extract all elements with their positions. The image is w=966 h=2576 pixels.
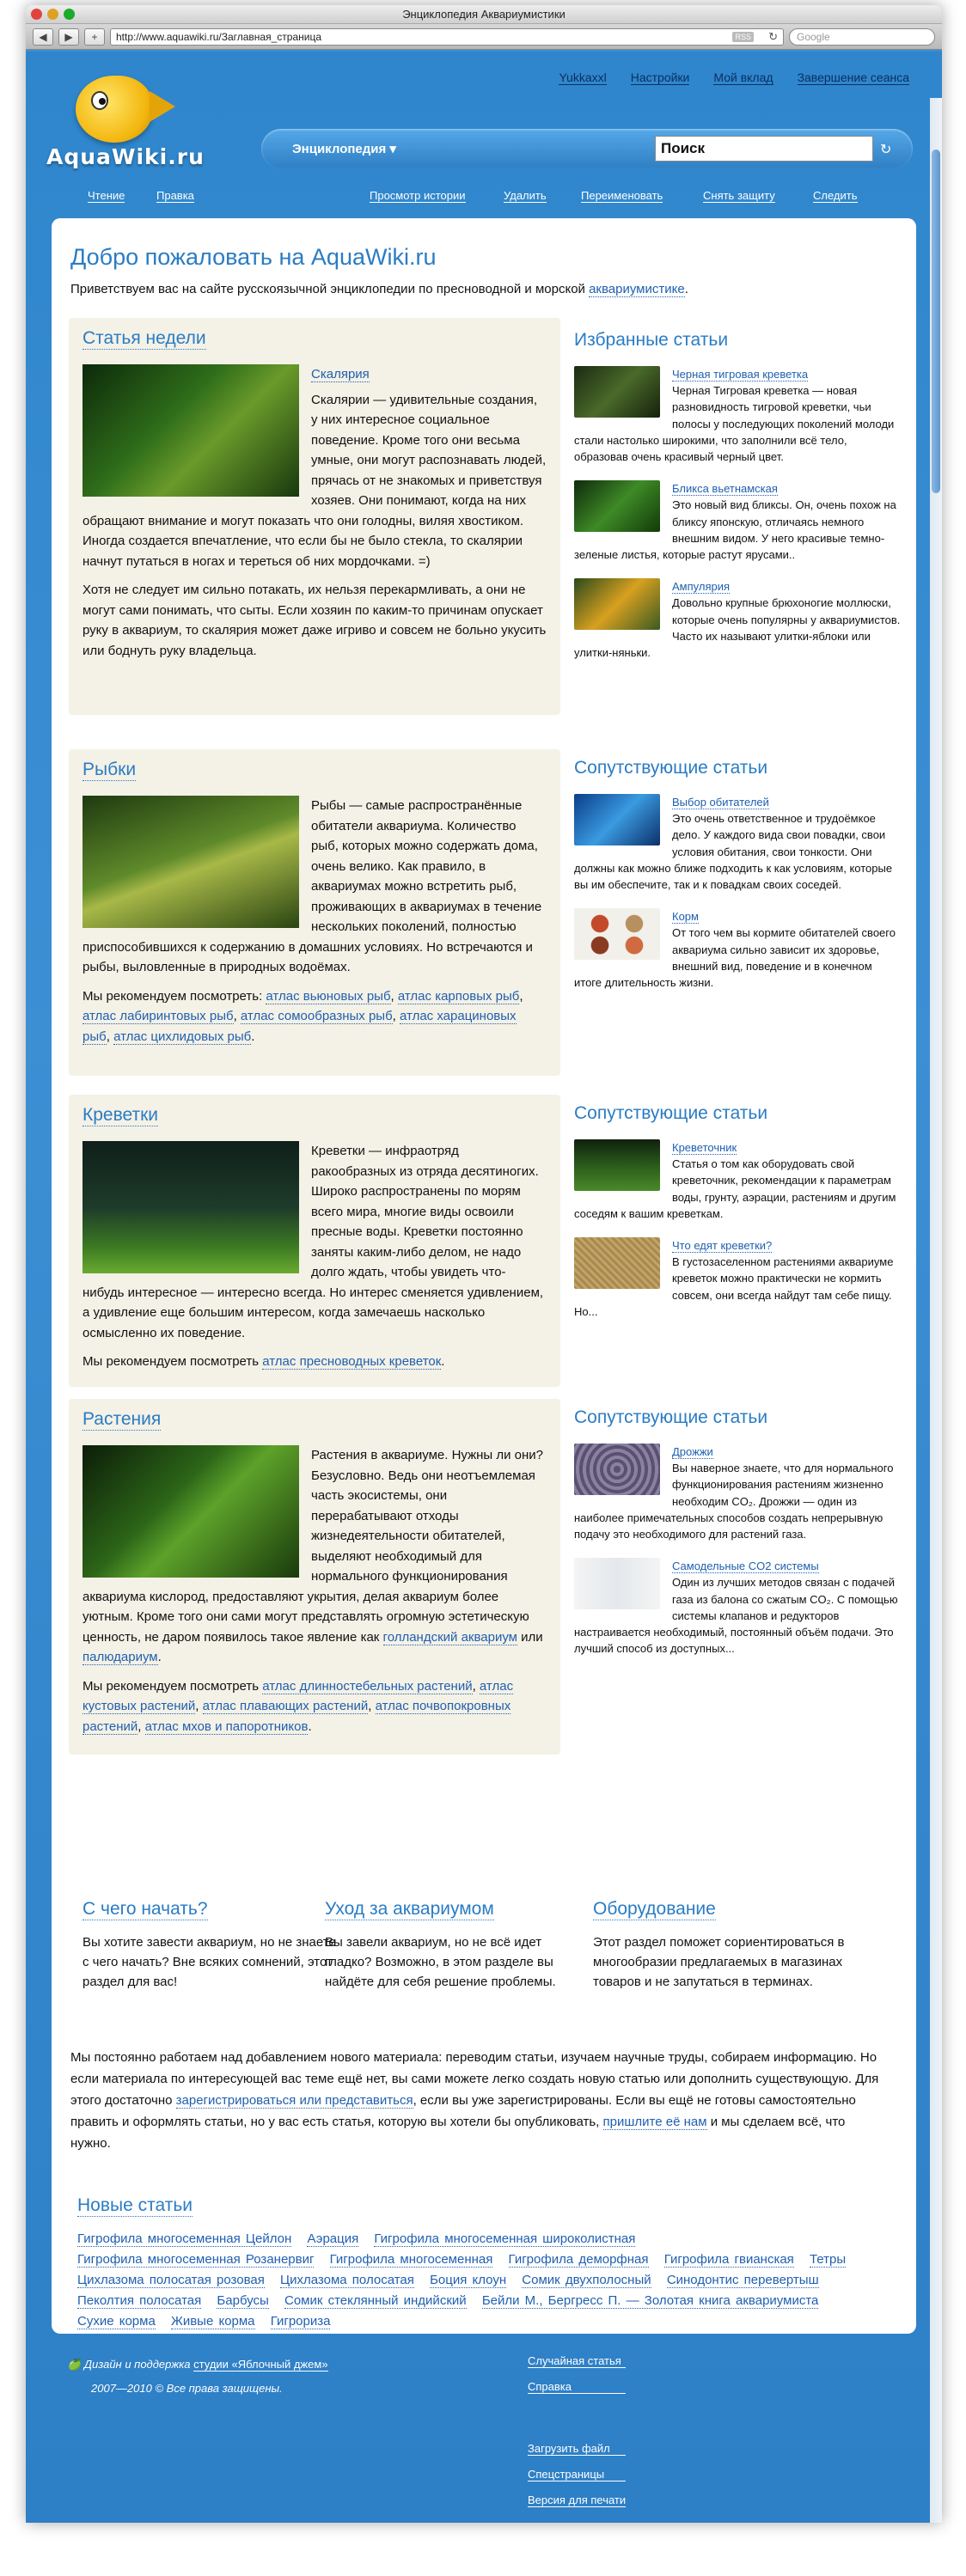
news-article-link[interactable]: Аэрация xyxy=(307,2231,359,2246)
action-unprotect[interactable]: Снять защиту xyxy=(703,189,775,202)
rss-badge[interactable]: RSS xyxy=(732,32,754,42)
search-bar xyxy=(261,129,913,168)
minimize-window-icon[interactable] xyxy=(47,9,58,20)
contribute-text: Мы постоянно работаем над добавлением нового материала: переводим статьи, изучаем научные труды, собираем информацию. Но если материала по интересующей вас теме ещё нет, вы сами можете легко создать новую статью или дополнить существующую. Для этого достаточно зарегистрироваться или представиться, если вы уже зарегистрированы. Если вы ещё не готовы самостоятельно править и оформлять статьи, но у вас есть статья, которую вы хотели бы опубликовать, пришлите её нам и мы сделаем всё, что нужно. xyxy=(70,2050,879,2151)
care-section: Уход за аквариумом Вы завели аквариум, но не всё идет гладко? Возможно, в этом разделе вы найдёте для себя решение проблемы. xyxy=(325,1899,556,1989)
item-link[interactable]: Дрожжи xyxy=(672,1445,713,1458)
atlas-link[interactable]: атлас длинностебельных растений xyxy=(262,1678,473,1694)
dutch-aquarium-link[interactable]: голландский аквариум xyxy=(382,1629,517,1645)
reload-icon[interactable]: ↻ xyxy=(768,29,778,43)
shrimp-block xyxy=(69,1095,560,1387)
add-bookmark-icon[interactable]: + xyxy=(84,28,105,46)
item-link[interactable]: Бликса вьетнамская xyxy=(672,482,778,496)
news-article-link[interactable]: Живые корма xyxy=(170,2314,255,2329)
news-article-link[interactable]: Цихлазома полосатая розовая xyxy=(77,2273,265,2287)
news-article-link[interactable]: Гигрофила многосеменная широколистная xyxy=(374,2231,636,2246)
atlas-link[interactable]: атлас вьюновых рыб xyxy=(266,988,391,1004)
news-article-link[interactable]: Сухие корма xyxy=(77,2314,156,2329)
atlas-link[interactable]: атлас цихлидовых рыб xyxy=(113,1029,252,1044)
intro-text: Приветствуем вас на сайте русскоязычной энциклопедии по пресноводной и морской аквариумистике. xyxy=(70,282,688,296)
article-of-week-block xyxy=(69,318,560,715)
list-item: Бликса вьетнамская Это новый вид бликсы. Он, очень похож на бликсу японскую, отличаясь немного внешним видом. У него красивые темно-зеленые листья, которые растут ярусами.. xyxy=(574,482,896,562)
action-delete[interactable]: Удалить xyxy=(504,189,547,202)
section-link[interactable]: Уход за аквариумом xyxy=(325,1899,494,1919)
browser-toolbar xyxy=(26,24,942,50)
site-search-input[interactable]: Поиск xyxy=(655,136,873,162)
footer-credits: 🍏 Дизайн и поддержка студии «Яблочный джем» xyxy=(67,2358,328,2371)
block-title[interactable]: Статья недели xyxy=(83,328,206,348)
shrimp-image[interactable] xyxy=(83,1141,299,1273)
news-article-link[interactable]: Гигрофила многосеменная Розанервиг xyxy=(77,2252,315,2267)
item-link[interactable]: Выбор обитателей xyxy=(672,796,769,809)
user-link-contributions[interactable]: Мой вклад xyxy=(713,70,773,84)
news-article-link[interactable]: Гигрориза xyxy=(270,2314,331,2329)
help-link[interactable]: Справка xyxy=(528,2380,626,2394)
atlas-link[interactable]: атлас мхов и папоротников xyxy=(144,1718,309,1734)
atlas-link[interactable]: атлас лабиринтовых рыб xyxy=(83,1009,234,1023)
news-article-link[interactable]: Цихлазома полосатая xyxy=(280,2273,414,2287)
news-title: Новые статьи xyxy=(77,2195,193,2215)
back-arrow-icon[interactable]: ◀ xyxy=(33,28,53,46)
item-link[interactable]: Корм xyxy=(672,910,699,924)
news-article-link[interactable]: Тетры xyxy=(809,2252,847,2267)
footer xyxy=(26,2346,942,2518)
new-articles xyxy=(77,2194,890,2332)
atlas-link[interactable]: атлас кустовых растений xyxy=(83,1678,514,1713)
item-link[interactable]: Самодельные CO2 системы xyxy=(672,1560,819,1573)
section-link[interactable]: С чего начать? xyxy=(83,1899,208,1919)
studio-link[interactable]: студии «Яблочный джем» xyxy=(193,2358,328,2371)
block-text: Растения в аквариуме. Нужны ли они? Безусловно. Ведь они неотъемлемая часть экосистемы, они перерабатывают отходы жизнедеятельности обитателей, выделяют необходимый для нормального функционирования аквариума кислород, предоставляют укрытия, делая аквариум более уютным. Кроме того они сами могут представлять огромную эстетическую ценность, не даром появилось такое явление как голландский аквариум или палюдариум. Мы рекомендуем посмотреть атлас длинностебельных растений, атлас кустовых растений, атлас плавающих растений, атлас почвопокровных растений, атлас мхов и папоротников. xyxy=(83,1445,547,1745)
forward-arrow-icon[interactable]: ▶ xyxy=(58,28,79,46)
print-version-link[interactable]: Версия для печати xyxy=(528,2494,627,2506)
main-content xyxy=(52,218,916,2334)
page-title: Добро пожаловать на AquaWiki.ru xyxy=(70,244,437,270)
tab-edit[interactable]: Правка xyxy=(156,189,194,202)
item-thumb[interactable] xyxy=(574,1237,660,1289)
list-item: Дрожжи Вы наверное знаете, что для нормального функционирования растениям жизненно необходим CO₂. Дрожжи — один из наиболее примечательных способов создать непрерывную подачу это необходимого для растений газа. xyxy=(574,1445,894,1541)
news-article-link[interactable]: Синодонтис перевертыш xyxy=(666,2273,819,2287)
item-thumb[interactable] xyxy=(574,1444,660,1495)
item-thumb[interactable] xyxy=(574,578,660,630)
news-article-link[interactable]: Гигрофила многосеменная Цейлон xyxy=(77,2231,292,2246)
zoom-window-icon[interactable] xyxy=(64,9,75,20)
atlas-link[interactable]: атлас харациновых рыб xyxy=(83,1009,517,1044)
side-title: Сопутствующие статьи xyxy=(574,1103,768,1123)
news-article-link[interactable]: Гигрофила гвианская xyxy=(663,2252,794,2267)
featured-articles xyxy=(574,330,901,676)
news-article-link[interactable]: Бейли М., Бергресс П. — Золотая книга аквариумиста xyxy=(481,2293,819,2308)
related-articles-shrimp xyxy=(574,1103,901,1335)
news-article-link[interactable]: Боция клоун xyxy=(430,2273,507,2287)
item-thumb[interactable] xyxy=(574,1558,660,1609)
news-article-link[interactable]: Сомик стеклянный индийский xyxy=(284,2293,467,2308)
apple-icon: 🍏 xyxy=(67,2358,82,2371)
related-articles-fish xyxy=(574,758,901,1006)
atlas-link[interactable]: атлас плавающих растений xyxy=(202,1699,369,1713)
atlas-link[interactable]: атлас сомообразных рыб xyxy=(240,1009,393,1023)
news-article-link[interactable]: Пеколтия полосатая xyxy=(77,2293,202,2308)
window-controls xyxy=(31,9,75,20)
news-article-link[interactable]: Гигрофила многосеменная xyxy=(329,2252,493,2267)
close-window-icon[interactable] xyxy=(31,9,42,20)
action-watch[interactable]: Следить xyxy=(813,189,858,202)
news-article-link[interactable]: Барбусы xyxy=(217,2293,269,2308)
register-link[interactable]: зарегистрироваться или представиться xyxy=(175,2093,413,2108)
item-link[interactable]: Ампулярия xyxy=(672,580,731,594)
fish-block xyxy=(69,749,560,1076)
item-link[interactable]: Креветочник xyxy=(672,1141,737,1154)
list-item: Черная тигровая креветка Черная Тигровая креветка — новая разновидность тигровой креветки, чьи полосы у последующих поколений молоди стали настолько широкими, что заполнили всё тело, образовав очень красивый черный цвет. xyxy=(574,368,895,464)
block-title[interactable]: Растения xyxy=(83,1409,162,1429)
user-links xyxy=(559,70,909,85)
list-item: Корм От того чем вы кормите обитателей своего аквариума сильно зависит их здоровье, внешний вид, поведение и в конечном итоге длительность жизни. xyxy=(574,910,896,990)
paludarium-link[interactable]: палюдариум xyxy=(83,1650,158,1664)
user-link-settings[interactable]: Настройки xyxy=(630,70,690,84)
scrollbar[interactable] xyxy=(930,98,942,2523)
list-item: Выбор обитателей Это очень ответственное и трудоёмкое дело. У каждого вида свои повадки, свои условия обитания, свои тонкости. Они должны как можно ближе подходить к как условиям, которые вы им обеспечите, так и к повадкам своих соседей. xyxy=(574,796,893,892)
start-section: С чего начать? Вы хотите завести аквариум, но не знаете с чего начать? Вне всяких сомнений, этот раздел для вас! xyxy=(83,1899,336,1989)
related-articles-plants xyxy=(574,1407,901,1672)
atlas-link[interactable]: атлас почвопокровных растений xyxy=(83,1699,511,1734)
block-title[interactable]: Креветки xyxy=(83,1105,159,1125)
action-rename[interactable]: Переименовать xyxy=(581,189,663,202)
list-item: Ампулярия Довольно крупные брюхоногие моллюски, которые очень популярны у аквариумистов. Часто их называют улитки-яблоки или улитки-няньки. xyxy=(574,580,901,660)
angelfish-image[interactable] xyxy=(83,364,299,497)
list-item: Самодельные CO2 системы Один из лучших методов связан с подачей газа из балона со сжатым CO₂. С помощью системы клапанов и редукторов настраивается необходимый, постоянный объём подачи. Это лучший способ из доступных... xyxy=(574,1560,898,1656)
special-pages-link[interactable]: Спецстраницы xyxy=(528,2468,626,2481)
atlas-link[interactable]: атлас пресноводных креветок xyxy=(262,1354,442,1369)
footer-links xyxy=(528,2354,626,2507)
side-title: Сопутствующие статьи xyxy=(574,1407,768,1427)
item-thumb[interactable] xyxy=(574,366,660,418)
site-page xyxy=(26,52,942,2523)
copyright: 2007—2010 © Все права защищены. xyxy=(91,2382,283,2395)
block-title[interactable]: Рыбки xyxy=(83,760,137,779)
browser-search-input[interactable]: Google xyxy=(789,28,935,46)
plant-image[interactable] xyxy=(83,1445,299,1578)
plants-block xyxy=(69,1399,560,1755)
encyclopedia-dropdown[interactable]: Энциклопедия ▾ xyxy=(292,142,396,156)
page-actions xyxy=(26,180,942,210)
news-links xyxy=(77,2229,890,2332)
item-thumb[interactable] xyxy=(574,1139,660,1191)
block-text: Скалярия Скалярии — удивительные создания, у них интересное социальное поведение. Кроме того они весьма умные, они могут распознавать людей, прячась от не знакомых и приветствуя хозяев. Они понимают, когда на них обращают внимание и могут показать что они голодны, виляя хвостиком. Иногда создается впечатление, что если бы не было стекла, то скалярии начнут путаться в ногах и тереться об них мордочками. =) Хотя не следует им сильно потакать, их нельзя перекармливать, а они не могут сами понимать, что сыты. Если хозяин по каким-то причинам опускает руку в аквариум, то скалярия может даже игриво и совсем не больно укусить или боднуть руку владельца. xyxy=(83,364,547,669)
logo-text: AquaWiki.ru xyxy=(46,144,205,169)
random-article-link[interactable]: Случайная статья xyxy=(528,2354,626,2368)
barbs-image[interactable] xyxy=(83,796,299,928)
window-titlebar xyxy=(26,5,942,24)
item-link[interactable]: Черная тигровая креветка xyxy=(672,368,809,381)
fish-logo-icon xyxy=(76,76,153,143)
scrollbar-thumb[interactable] xyxy=(932,150,940,493)
block-text: Креветки — инфраотряд ракообразных из отряда десятиногих. Широко распространены по морям всего мира, многие виды освоили пресные воды. Креветки постоянно заняты каким-либо делом, не надо долго ждать, чтобы увидеть что-нибудь интересное — интересно всегда. Но интерес сменяется удивлением, а удивление еще большим интересом, когда замечаешь насколько осмысленно их поведение. Мы рекомендуем посмотреть атлас пресноводных креветок. xyxy=(83,1141,547,1381)
item-thumb[interactable] xyxy=(574,480,660,532)
block-text: Рыбы — самые распространённые обитатели аквариума. Количество рыб, которых можно содержать дома, очень велико. Как правило, в аквариумах можно встретить рыб, проживающих в аквариумах в течение нескольких поколений, полностью приспособившихся к содержанию в домашних условиях. Но встречаются и рыбы, выловленные в природных водоёмах. Мы рекомендуем посмотреть: атлас вьюновых рыб, атлас карповых рыб, атлас лабиринтовых рыб, атлас сомообразных рыб, атлас харациновых рыб, атлас цихлидовых рыб. xyxy=(83,796,547,1055)
item-thumb[interactable] xyxy=(574,908,660,960)
list-item: Креветочник Статья о том как оборудовать свой креветочник, рекомендации к параметрам воды, грунту, аэрации, растениям и другим соседям к вашим креветкам. xyxy=(574,1141,896,1220)
tab-read[interactable]: Чтение xyxy=(88,189,125,202)
side-title: Избранные статьи xyxy=(574,330,729,350)
action-history[interactable]: Просмотр истории xyxy=(370,189,466,202)
equipment-section: Оборудование Этот раздел поможет сориентироваться в многообразии предлагаемых в магазинах товаров и не запутаться в терминах. xyxy=(593,1899,845,1989)
atlas-link[interactable]: атлас карповых рыб xyxy=(397,988,520,1004)
block-link[interactable]: Скалярия xyxy=(311,367,370,382)
user-link-profile[interactable]: Yukkaxxl xyxy=(559,70,607,84)
search-go-icon[interactable]: ↻ xyxy=(880,143,892,157)
intro-link[interactable]: аквариумистике xyxy=(589,282,685,296)
list-item: Что едят креветки? В густозаселенном растениями аквариуме креветок можно практически не кормить совсем, они всегда найдут там себе пищу. Но... xyxy=(574,1239,894,1318)
news-article-link[interactable]: Сомик двухполосный xyxy=(522,2273,651,2287)
side-title: Сопутствующие статьи xyxy=(574,758,768,778)
section-link[interactable]: Оборудование xyxy=(593,1899,716,1919)
site-logo[interactable] xyxy=(46,69,235,172)
item-thumb[interactable] xyxy=(574,794,660,845)
user-link-logout[interactable]: Завершение сеанса xyxy=(797,70,909,84)
window-title: Энциклопедия Аквариумистики xyxy=(402,8,566,21)
upload-file-link[interactable]: Загрузить файл xyxy=(528,2442,626,2456)
send-article-link[interactable]: пришлите её нам xyxy=(602,2115,707,2129)
news-article-link[interactable]: Гигрофила деморфная xyxy=(508,2252,649,2267)
item-link[interactable]: Что едят креветки? xyxy=(672,1239,773,1253)
address-url: http://www.aquawiki.ru/Заглавная_страница xyxy=(116,30,321,43)
browser-window xyxy=(26,5,942,2523)
address-bar[interactable] xyxy=(110,28,784,46)
